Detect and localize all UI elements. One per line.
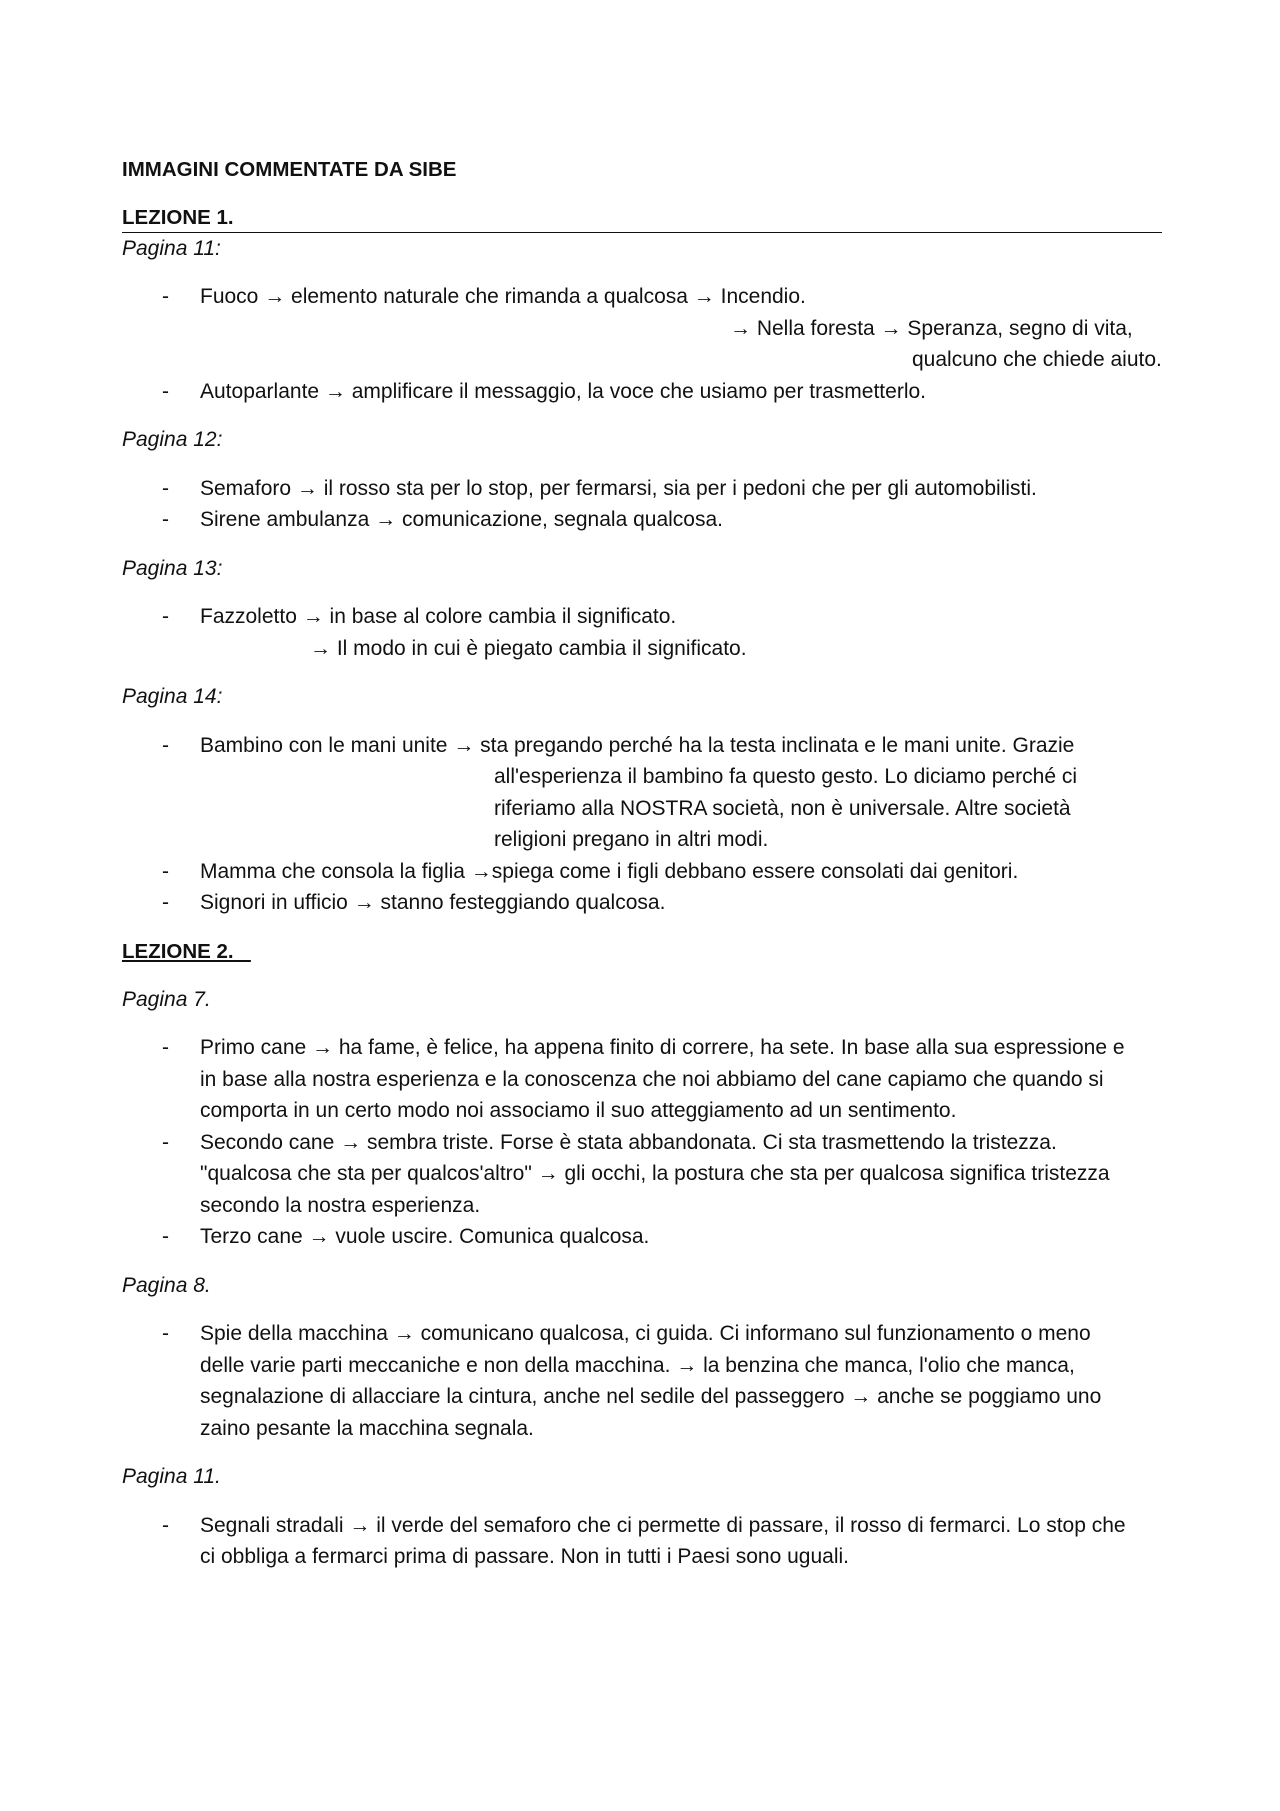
bullet-list [122, 473, 1162, 536]
document-title: IMMAGINI COMMENTATE DA SIBE [122, 158, 457, 181]
bullet-list [122, 1032, 1162, 1253]
list-item: - Bambino con le mani unite → sta pregando perché ha la testa inclinata e le mani unite. Grazie all'esperienza il bambino fa questo gesto. Lo diciamo perché ci riferiamo alla NOSTRA società, non è universale. Altre società religioni pregano in altri modi. [122, 730, 1162, 856]
item-line: Segnali stradali → il verde del semaforo che ci permette di passare, il rosso di fermarci. Lo stop che [200, 1513, 1126, 1537]
item-line: Spie della macchina → comunicano qualcosa, ci guida. Ci informano sul funzionamento o meno [200, 1322, 1091, 1345]
list-item: - Terzo cane → vuole uscire. Comunica qualcosa. [122, 1221, 1162, 1253]
document-body [122, 154, 1162, 1590]
bullet-list [122, 601, 1162, 664]
page-label: Pagina 12: [122, 428, 223, 451]
item-line: riferiamo alla NOSTRA società, non è universale. Altre società [494, 796, 1071, 820]
page-label: Pagina 13: [122, 556, 223, 580]
list-item: - Fazzoletto → in base al colore cambia il significato. → Il modo in cui è piegato cambia il significato. [122, 601, 1162, 664]
item-line: segnalazione di allacciare la cintura, anche nel sedile del passeggero → anche se poggiamo uno [200, 1385, 1102, 1408]
lesson-label: LEZIONE 1. [122, 205, 234, 229]
item-line: Terzo cane → vuole uscire. Comunica qualcosa. [200, 1225, 650, 1248]
lesson-label: LEZIONE 2. [122, 939, 234, 963]
item-line: "qualcosa che sta per qualcos'altro" → gli occhi, la postura che sta per qualcosa significa tristezza [200, 1162, 1110, 1185]
item-line: → Nella foresta → Speranza, segno di vita, [730, 316, 1133, 340]
page-label: Pagina 7. [122, 987, 211, 1011]
item-line: Sirene ambulanza → comunicazione, segnala qualcosa. [200, 508, 723, 531]
list-item: - Primo cane → ha fame, è felice, ha appena finito di correre, ha sete. In base alla sua espressione e in base alla nostra esperienza e la conoscenza che noi abbiamo del cane capiamo che quando si comporta in un certo modo noi associamo il suo atteggiamento ad un sentimento. [122, 1032, 1162, 1127]
list-item: - Fuoco → elemento naturale che rimanda a qualcosa → Incendio. → Nella foresta → Speranza, segno di vita, qualcuno che chiede aiuto. [122, 281, 1162, 376]
bullet-list [122, 730, 1162, 919]
item-line: Primo cane → ha fame, è felice, ha appena finito di correre, ha sete. In base alla sua espressione e [200, 1036, 1125, 1059]
item-line: in base alla nostra esperienza e la conoscenza che noi abbiamo del cane capiamo che quando si [200, 1067, 1104, 1091]
bullet-list [122, 281, 1162, 407]
page-label: Pagina 14: [122, 685, 223, 708]
lesson-heading [122, 203, 1162, 233]
list-item: - Autoparlante → amplificare il messaggio, la voce che usiamo per trasmetterlo. [122, 376, 1162, 408]
list-item: - Spie della macchina → comunicano qualcosa, ci guida. Ci informano sul funzionamento o meno delle varie parti meccaniche e non della macchina. → la benzina che manca, l'olio che manca, segnalazione di allacciare la cintura, anche nel sedile del passeggero → anche se poggiamo uno zaino pesante la macchina segnala. [122, 1318, 1162, 1444]
item-line: ci obbliga a fermarci prima di passare. Non in tutti i Paesi sono uguali. [200, 1545, 849, 1568]
item-line: zaino pesante la macchina segnala. [200, 1416, 534, 1440]
list-item: - Secondo cane → sembra triste. Forse è stata abbandonata. Ci sta trasmettendo la tristezza. "qualcosa che sta per qualcos'altro" → gli occhi, la postura che sta per qualcosa significa tristezza secondo la nostra esperienza. [122, 1127, 1162, 1222]
item-line: religioni pregano in altri modi. [494, 828, 769, 851]
page-label: Pagina 11. [122, 1465, 221, 1488]
item-line: secondo la nostra esperienza. [200, 1193, 481, 1217]
item-line: qualcuno che chiede aiuto. [912, 348, 1162, 371]
bullet-list [122, 1318, 1162, 1444]
item-line: all'esperienza il bambino fa questo gesto. Lo diciamo perché ci [494, 765, 1078, 788]
list-item: - Sirene ambulanza → comunicazione, segnala qualcosa. [122, 504, 1162, 536]
list-item: - Semaforo → il rosso sta per lo stop, per fermarsi, sia per i pedoni che per gli automobilisti. [122, 473, 1162, 505]
item-line: Secondo cane → sembra triste. Forse è stata abbandonata. Ci sta trasmettendo la tristezza. [200, 1130, 1057, 1154]
lesson-heading [122, 936, 1162, 967]
item-line: Autoparlante → amplificare il messaggio, la voce che usiamo per trasmetterlo. [200, 379, 926, 403]
item-line: Fuoco → elemento naturale che rimanda a qualcosa → Incendio. [200, 285, 806, 308]
item-line: delle varie parti meccaniche e non della macchina. → la benzina che manca, l'olio che manca, [200, 1353, 1075, 1377]
item-line: Mamma che consola la figlia →spiega come i figli debbano essere consolati dai genitori. [200, 859, 1019, 883]
item-line: Bambino con le mani unite → sta pregando perché ha la testa inclinata e le mani unite. Grazie [200, 733, 1075, 757]
list-item: - Signori in ufficio → stanno festeggiando qualcosa. [122, 887, 1162, 919]
list-item: - Mamma che consola la figlia →spiega come i figli debbano essere consolati dai genitori. [122, 856, 1162, 888]
item-line: comporta in un certo modo noi associamo il suo atteggiamento ad un sentimento. [200, 1099, 957, 1122]
item-line: Signori in ufficio → stanno festeggiando qualcosa. [200, 891, 666, 914]
item-line: Fazzoletto → in base al colore cambia il significato. [200, 605, 677, 628]
bullet-list [122, 1510, 1162, 1573]
page-label: Pagina 11: [122, 236, 221, 260]
list-item: - Segnali stradali → il verde del semaforo che ci permette di passare, il rosso di fermarci. Lo stop che ci obbliga a fermarci prima di passare. Non in tutti i Paesi sono uguali. [122, 1510, 1162, 1573]
page-label: Pagina 8. [122, 1273, 211, 1297]
item-line: → Il modo in cui è piegato cambia il significato. [310, 636, 747, 660]
item-line: Semaforo → il rosso sta per lo stop, per fermarsi, sia per i pedoni che per gli automobilisti. [200, 476, 1037, 500]
